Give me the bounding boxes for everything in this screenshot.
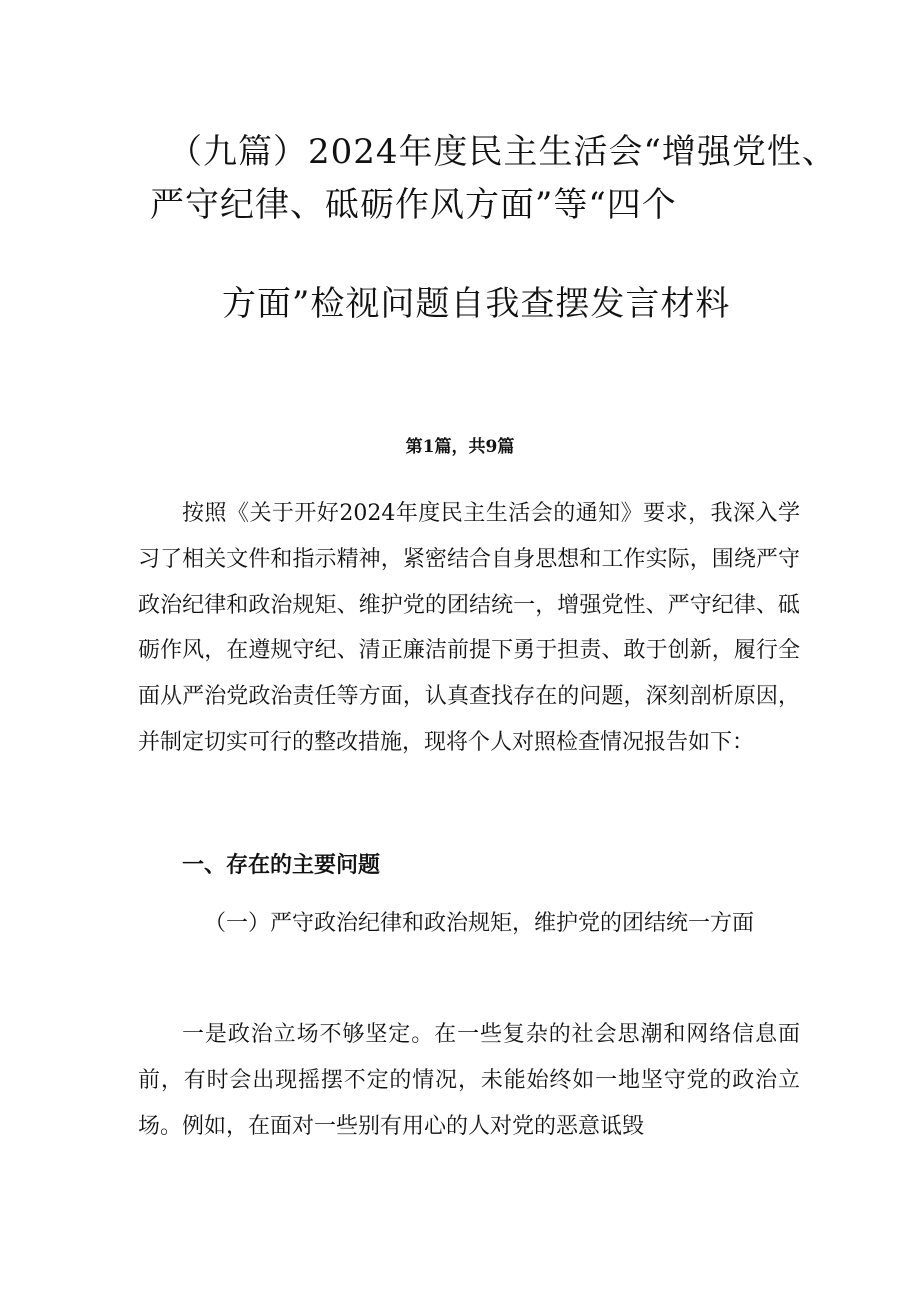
subsection-heading: （一）严守政治纪律和政治规矩，维护党的团结统一方面 (204, 911, 755, 936)
part-indicator: 第1篇，共9篇 (405, 437, 515, 457)
document-title-line-2: 严守纪律、砥砺作风方面”等“四个 (150, 185, 677, 225)
intro-paragraph: 按照《关于开好2024年度民主生活会的通知》要求，我深入学习了相关文件和指示精神，紧密结合自身思想和工作实际，围绕严守政治纪律和政治规矩、维护党的团结统一，增强党性、严守纪律、砥砺作风，在遵规守纪、清正廉洁前提下勇于担责、敢于创新，履行全面从严治党政治责任等方面，认真查找存在的问题，深刻剖析原因，并制定切实可行的整改措施，现将个人对照检查情况报告如下： (138, 501, 800, 755)
section-heading: 一、存在的主要问题 (182, 852, 381, 878)
document-title-line-3: 方面”检视问题自我查摆发言材料 (222, 284, 731, 324)
body-paragraph: 一是政治立场不够坚定。在一些复杂的社会思潮和网络信息面前，有时会出现摇摆不定的情况，未能始终如一地坚守党的政治立场。例如，在面对一些别有用心的人对党的恶意诋毁 (138, 1022, 800, 1139)
document-title-line-1: （九篇）2024年度民主生活会“增强党性、 (168, 132, 837, 172)
